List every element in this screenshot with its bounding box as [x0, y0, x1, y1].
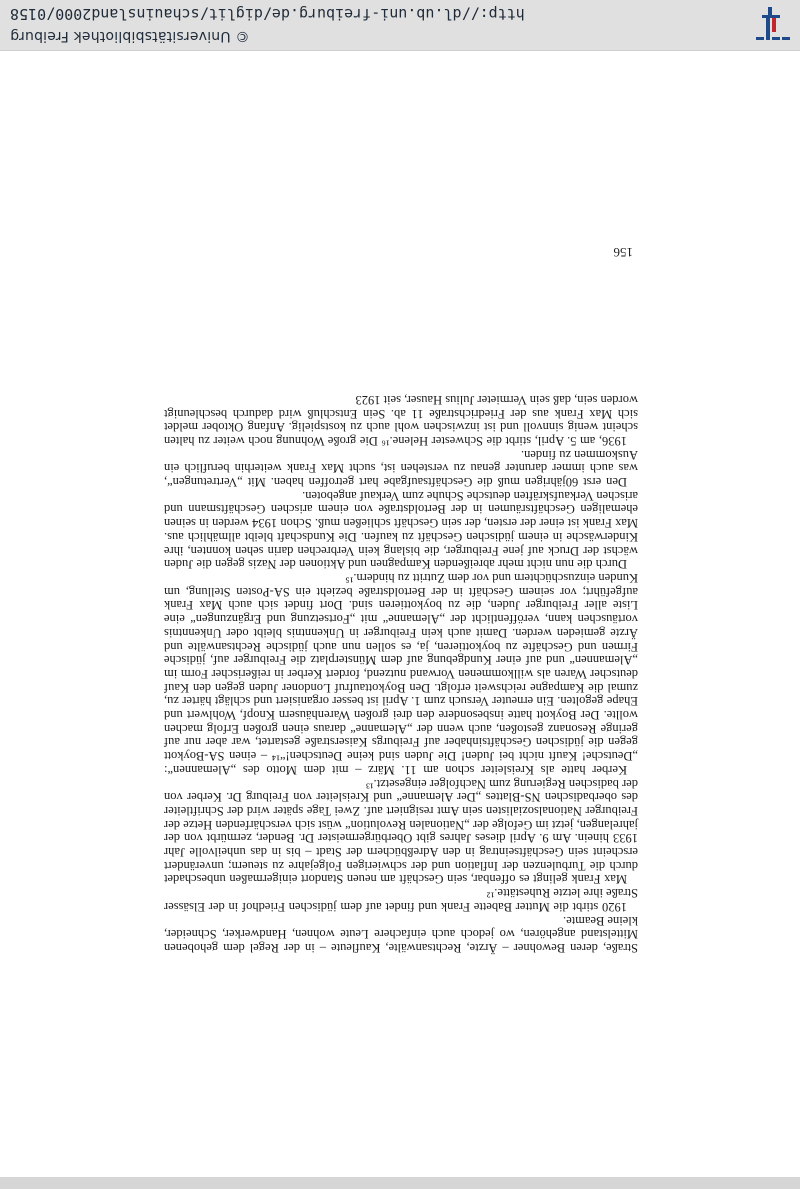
top-scroll-strip [0, 1177, 800, 1189]
paragraph: Max Frank gelingt es offenbar, sein Geschäft am neuen Standort einigermaßen unbeschadet durch die Turbulenzen der Inflation und der schwierigen Folgejahre zu steuern; unverändert erscheint sein Geschäftseintrag in den Adreßbüchern der Stadt – bis in das unheilvolle Jahr 1933 hinein. Am 9. April dieses Jahres gibt Oberbürgermeister Dr. Bender, zermürbt von der jahrelangen, jetzt im Gefolge der „Nationalen Revolution“ wüst sich verschärfenden Hetze der Freiburger Nationalsozialisten sein Amt resigniert auf. Zwei Tage später wird der Schriftleiter des oberbadischen NS-Blattes „Der Alemanne“ und Kreisleiter von Freiburg Dr. Kerber von der badischen Regierung zum Nachfolger eingesetzt.¹³ [164, 776, 638, 887]
copyright-text: © Universitätsbibliothek Freiburg [10, 28, 250, 44]
footer-bar [0, 0, 800, 51]
paragraph: Straße, deren Bewohner – Ärzte, Rechtsanwälte, Kaufleute – in der Regel dem gehobenen Mittelstand angehören, wo jedoch auch einfachere Leute wohnen, Handwerker, Schneider, kleine Beamte. [164, 913, 638, 955]
paragraph: 1920 stirbt die Mutter Babette Frank und findet auf dem jüdischen Friedhof in der Elsässer Straße ihre letzte Ruhestätte.¹² [164, 886, 638, 914]
uni-freiburg-logo-icon[interactable] [750, 4, 792, 44]
paragraph: Kerber hatte als Kreisleiter schon am 11. März – mit dem Motto des „Alemannen“: „Deutsche! Kauft nicht bei Juden! Die Juden sind keine Deutschen!“¹⁴ – einen SA-Boykott gegen die jüdischen Geschäftsinhaber auf Freiburgs Kaiserstraße gestartet, war aber nur auf geringe Resonanz gestoßen, auch wenn der „Alemanne“ daraus einen großen Erfolg machen wollte. Der Boykott hatte insbesondere den drei großen Warenhäusern Knopf, Wohlwert und Ehape gegolten. Ein erneuter Versuch zum 1. April ist besser organisiert und schlägt härter zu, zumal die Kampagne reichsweit erfolgt. Den Boykottaufruf Londoner Juden gegen den Kauf deutscher Waren als willkommenen Vorwand nutzend, fordert Kerber in reißerischer Form im „Alemannen“ und auf einer Kundgebung auf dem Münsterplatz die Freiburger auf, jüdische Firmen und Geschäfte zu boykottieren, ja, es sollen nun auch jüdische Rechtsanwälte und Ärzte gemieden werden. Damit auch kein Freiburger in Unkenntnis bleibt oder Unkenntnis vortäuschen kann, veröffentlicht der „Alemanne“ mit „Fortsetzung und Ergänzungen“ eine Liste aller Freiburger Juden, die zu boykottieren sind. Dort findet sich auch Max Frank aufgeführt; vor seinem Geschäft in der Bertoldstraße bezieht ein SA-Posten Stellung, um Kunden einzuschüchtern und vor dem Zutritt zu hindern.¹⁵ [164, 571, 638, 777]
permalink-url[interactable]: http://dl.ub.uni-freiburg.de/diglit/schauinsland2000/0158 [10, 5, 525, 23]
page-number: 156 [613, 245, 633, 260]
paragraph: 1936, am 5. April, stirbt die Schwester Helene.¹⁶ Die große Wohnung noch weiter zu halten scheint wenig sinnvoll und ist inzwischen wohl auch zu kostspielig. Anfang Oktober meldet sich Max Frank aus der Friedrichstraße 11 ab. Sein Entschluß wird dadurch beschleunigt worden sein, daß sein Vermieter Julius Hauser, seit 1923 [164, 392, 638, 448]
paragraph: Durch die nun nicht mehr abreißenden Kampagnen und Aktionen der Nazis gegen die Juden wächst der Druck auf jene Freiburger, die bislang kein Verbrechen darin sehen konnten, ihre Kinderwäsche in einem jüdischen Geschäft zu kaufen. Die Kundschaft bleibt allmählich aus. Max Frank ist einer der ersten, der sein Geschäft schließen muß. Schon 1934 werden in seinen ehemaligen Geschäftsräumen in der Bertoldstraße von einem arischen Geschäftsmann und arischen Verkaufskräften deutsche Schuhe zum Verkauf angeboten. [164, 488, 638, 572]
page-text [164, 392, 638, 954]
paragraph: Den erst 60jährigen muß die Geschäftsaufgabe hart getroffen haben. Mit „Vertretungen“, was auch immer darunter genau zu verstehen ist, sucht Max Frank weiterhin beruflich ein Auskommen zu finden. [164, 447, 638, 490]
